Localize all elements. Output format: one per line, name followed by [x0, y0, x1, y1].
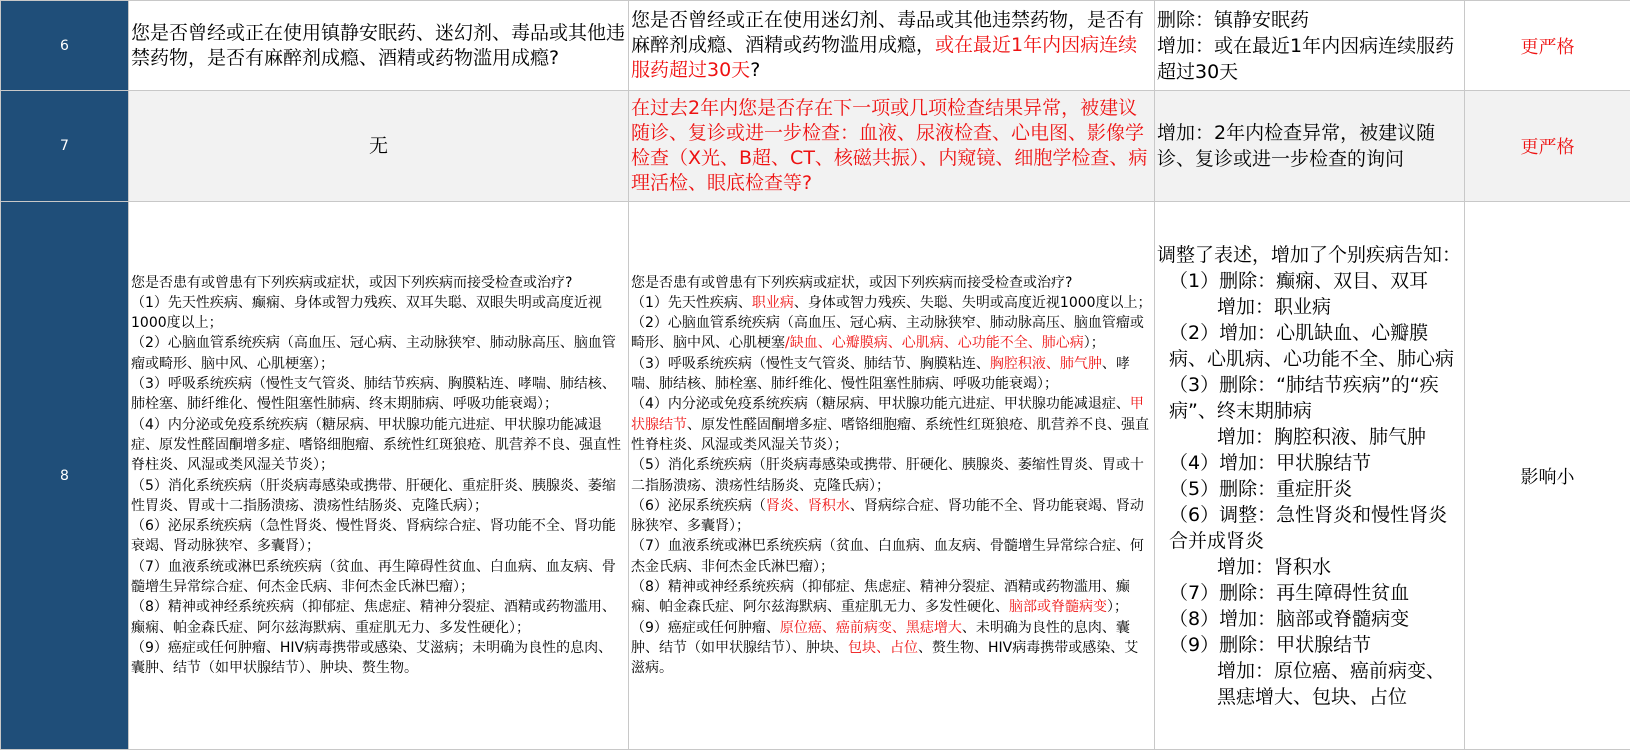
- old-clause[interactable]: 无: [129, 91, 629, 202]
- clause-text: 、哮喘、肺结核、肺栓塞、肺纤维化、慢性阻塞性肺病、呼吸功能衰竭）；: [631, 356, 1130, 392]
- clause-text: （5）消化系统疾病（肝炎病毒感染或携带、肝硬化、胰腺炎、萎缩性胃炎、胃或十二指肠溃疡、溃疡性结肠炎、克隆氏病）；: [631, 457, 1144, 493]
- new-clause[interactable]: 在过去2年内您是否存在下一项或几项检查结果异常，被建议随诊、复诊或进一步检查：血液、尿液检查、心电图、影像学检查（X光、B超、CT、核磁共振）、内窥镜、细胞学检查、病理活检、眼底检查等?: [629, 91, 1155, 202]
- clause-line: [631, 536, 1152, 577]
- change-line: （2）增加：心肌缺血、心瓣膜病、心肌病、心功能不全、肺心病: [1157, 320, 1462, 372]
- clause-text: 、原发性醛固酮增多症、嗜铬细胞瘤、系统性红斑狼疮、肌营养不良、强直性脊柱炎、风湿或类风湿关节炎）；: [631, 417, 1149, 453]
- clause-text: 、肾病综合症、肾功能不全、肾功能衰竭、肾动脉狭窄、多囊肾）；: [631, 498, 1144, 534]
- change-summary[interactable]: 删除：镇静安眠药 增加：或在最近1年内因病连续服药超过30天: [1155, 1, 1465, 91]
- clause-text: 、身体或智力残疾、失聪、失明或高度近视1000度以上；: [794, 295, 1152, 311]
- row-number[interactable]: 8: [1, 202, 129, 750]
- added-text: 包块、占位: [848, 640, 918, 656]
- clause-text: ）；: [1107, 599, 1128, 615]
- added-text: /缺血、心瓣膜病、心肌病、心功能不全、肺心病: [785, 335, 1084, 351]
- change-line: （8）增加：脑部或脊髓病变: [1157, 606, 1462, 632]
- added-text: 职业病: [752, 295, 794, 311]
- clause-text: （9）癌症或任何肿瘤、: [631, 620, 780, 636]
- clause-text: （2）心脑血管系统疾病（高血压、冠心病、主动脉狭窄、肺动脉高压、脑血管瘤或畸形、脑中风、心肌梗塞: [631, 315, 1144, 351]
- verdict[interactable]: 更严格: [1465, 91, 1630, 202]
- change-line: 增加：肾积水: [1157, 554, 1462, 580]
- clause-text: （1）先天性疾病、: [631, 295, 752, 311]
- change-line: 调整了表述，增加了个别疾病告知：: [1157, 242, 1462, 268]
- clause-text: ）；: [1084, 335, 1105, 351]
- clause-text: （8）精神或神经系统疾病（抑郁症、焦虑症、精神分裂症、酒精或药物滥用、癫痫、帕金森氏症、阿尔兹海默病、重症肌无力、多发性硬化、: [631, 579, 1130, 615]
- change-line: 增加：胸腔积液、肺气肿: [1157, 424, 1462, 450]
- clause-line: [631, 273, 1152, 293]
- clause-line: [631, 313, 1152, 354]
- clause-text: 、未明确为良性的息肉、囊肿、结节（如甲状腺结节）、肿块、: [631, 620, 1130, 656]
- clause-text: （4）内分泌或免疫系统疾病（糖尿病、甲状腺功能亢进症、甲状腺功能减退症、: [631, 396, 1130, 412]
- change-line: 增加：原位癌、癌前病变、黑痣增大、包块、占位: [1157, 658, 1462, 710]
- clause-line: [631, 293, 1152, 313]
- clause-line: [631, 577, 1152, 618]
- clause-line: （7）血液系统或淋巴系统疾病（贫血、再生障碍性贫血、白血病、血友病、骨髓增生异常综合症、何杰金氏病、非何杰金氏淋巴瘤）；: [131, 557, 626, 598]
- added-text: 胸腔积液、肺气肿: [990, 356, 1102, 372]
- clause-text: 、赘生物、HIV病毒携带或感染、艾滋病。: [631, 640, 1138, 676]
- clause-line: （2）心脑血管系统疾病（高血压、冠心病、主动脉狭窄、肺动脉高压、脑血管瘤或畸形、脑中风、心肌梗塞）；: [131, 333, 626, 374]
- change-line: （4）增加：甲状腺结节: [1157, 450, 1462, 476]
- clause-text: 您是否患有或曾患有下列疾病或症状，或因下列疾病而接受检查或治疗?: [631, 275, 1072, 291]
- new-clause[interactable]: [629, 202, 1155, 750]
- table-row: [1, 1, 1630, 91]
- clause-line: 您是否患有或曾患有下列疾病或症状，或因下列疾病而接受检查或治疗?: [131, 273, 626, 293]
- added-text: 甲状腺结节: [631, 396, 1144, 432]
- new-clause[interactable]: 您是否曾经或正在使用迷幻剂、毒品或其他违禁药物，是否有麻醉剂成瘾、酒精或药物滥用成瘾，或在最近1年内因病连续服药超过30天?: [629, 1, 1155, 91]
- clause-text: （3）呼吸系统疾病（慢性支气管炎、肺结节、胸膜粘连、: [631, 356, 990, 372]
- old-clause[interactable]: 您是否曾经或正在使用镇静安眠药、迷幻剂、毒品或其他违禁药物，是否有麻醉剂成瘾、酒精或药物滥用成瘾?: [129, 1, 629, 91]
- change-line: （6）调整：急性肾炎和慢性肾炎合并成肾炎: [1157, 502, 1462, 554]
- clause-line: （9）癌症或任何肿瘤、HIV病毒携带或感染、艾滋病；未明确为良性的息肉、囊肿、结节（如甲状腺结节）、肿块、赘生物。: [131, 638, 626, 679]
- row-number[interactable]: 7: [1, 91, 129, 202]
- added-text: 原位癌、癌前病变、黑痣增大: [780, 620, 962, 636]
- clause-line: （6）泌尿系统疾病（急性肾炎、慢性肾炎、肾病综合症、肾功能不全、肾功能衰竭、肾动脉狭窄、多囊肾）；: [131, 516, 626, 557]
- clause-line: （1）先天性疾病、癫痫、身体或智力残疾、双耳失聪、双眼失明或高度近视1000度以上；: [131, 293, 626, 334]
- change-line: （5）删除：重症肝炎: [1157, 476, 1462, 502]
- clause-text: （7）血液系统或淋巴系统疾病（贫血、白血病、血友病、骨髓增生异常综合症、何杰金氏病、非何杰金氏淋巴瘤）；: [631, 538, 1144, 574]
- clause-text: （6）泌尿系统疾病（: [631, 498, 766, 514]
- row-number[interactable]: 6: [1, 1, 129, 91]
- verdict[interactable]: 更严格: [1465, 1, 1630, 91]
- clause-line: [631, 618, 1152, 679]
- clause-line: （4）内分泌或免疫系统疾病（糖尿病、甲状腺功能亢进症、甲状腺功能减退症、原发性醛固酮增多症、嗜铬细胞瘤、系统性红斑狼疮、肌营养不良、强直性脊柱炎、风湿或类风湿关节炎）；: [131, 415, 626, 476]
- verdict[interactable]: 影响小: [1465, 202, 1630, 750]
- clause-line: （5）消化系统疾病（肝炎病毒感染或携带、肝硬化、重症肝炎、胰腺炎、萎缩性胃炎、胃或十二指肠溃疡、溃疡性结肠炎、克隆氏病）；: [131, 476, 626, 517]
- change-summary[interactable]: 增加：2年内检查异常，被建议随诊、复诊或进一步检查的询问: [1155, 91, 1465, 202]
- added-text: 脑部或脊髓病变: [1009, 599, 1107, 615]
- change-line: （9）删除：甲状腺结节: [1157, 632, 1462, 658]
- clause-line: [631, 394, 1152, 455]
- change-line: （3）删除：“肺结节疾病”的“疾病”、终末期肺病: [1157, 372, 1462, 424]
- change-line: 增加：职业病: [1157, 294, 1462, 320]
- clause-line: （8）精神或神经系统疾病（抑郁症、焦虑症、精神分裂症、酒精或药物滥用、癫痫、帕金森氏症、阿尔兹海默病、重症肌无力、多发性硬化）；: [131, 597, 626, 638]
- change-line: （1）删除：癫痫、双目、双耳: [1157, 268, 1462, 294]
- clause-line: [631, 455, 1152, 496]
- old-clause[interactable]: [129, 202, 629, 750]
- table-row: [1, 91, 1630, 202]
- clause-line: [631, 354, 1152, 395]
- table-row: [1, 202, 1630, 750]
- clause-line: （3）呼吸系统疾病（慢性支气管炎、肺结节疾病、胸膜粘连、哮喘、肺结核、肺栓塞、肺纤维化、慢性阻塞性肺病、终末期肺病、呼吸功能衰竭）；: [131, 374, 626, 415]
- change-summary[interactable]: [1155, 202, 1465, 750]
- change-line: （7）删除：再生障碍性贫血: [1157, 580, 1462, 606]
- added-text: 肾炎、肾积水: [766, 498, 850, 514]
- clause-line: [631, 496, 1152, 537]
